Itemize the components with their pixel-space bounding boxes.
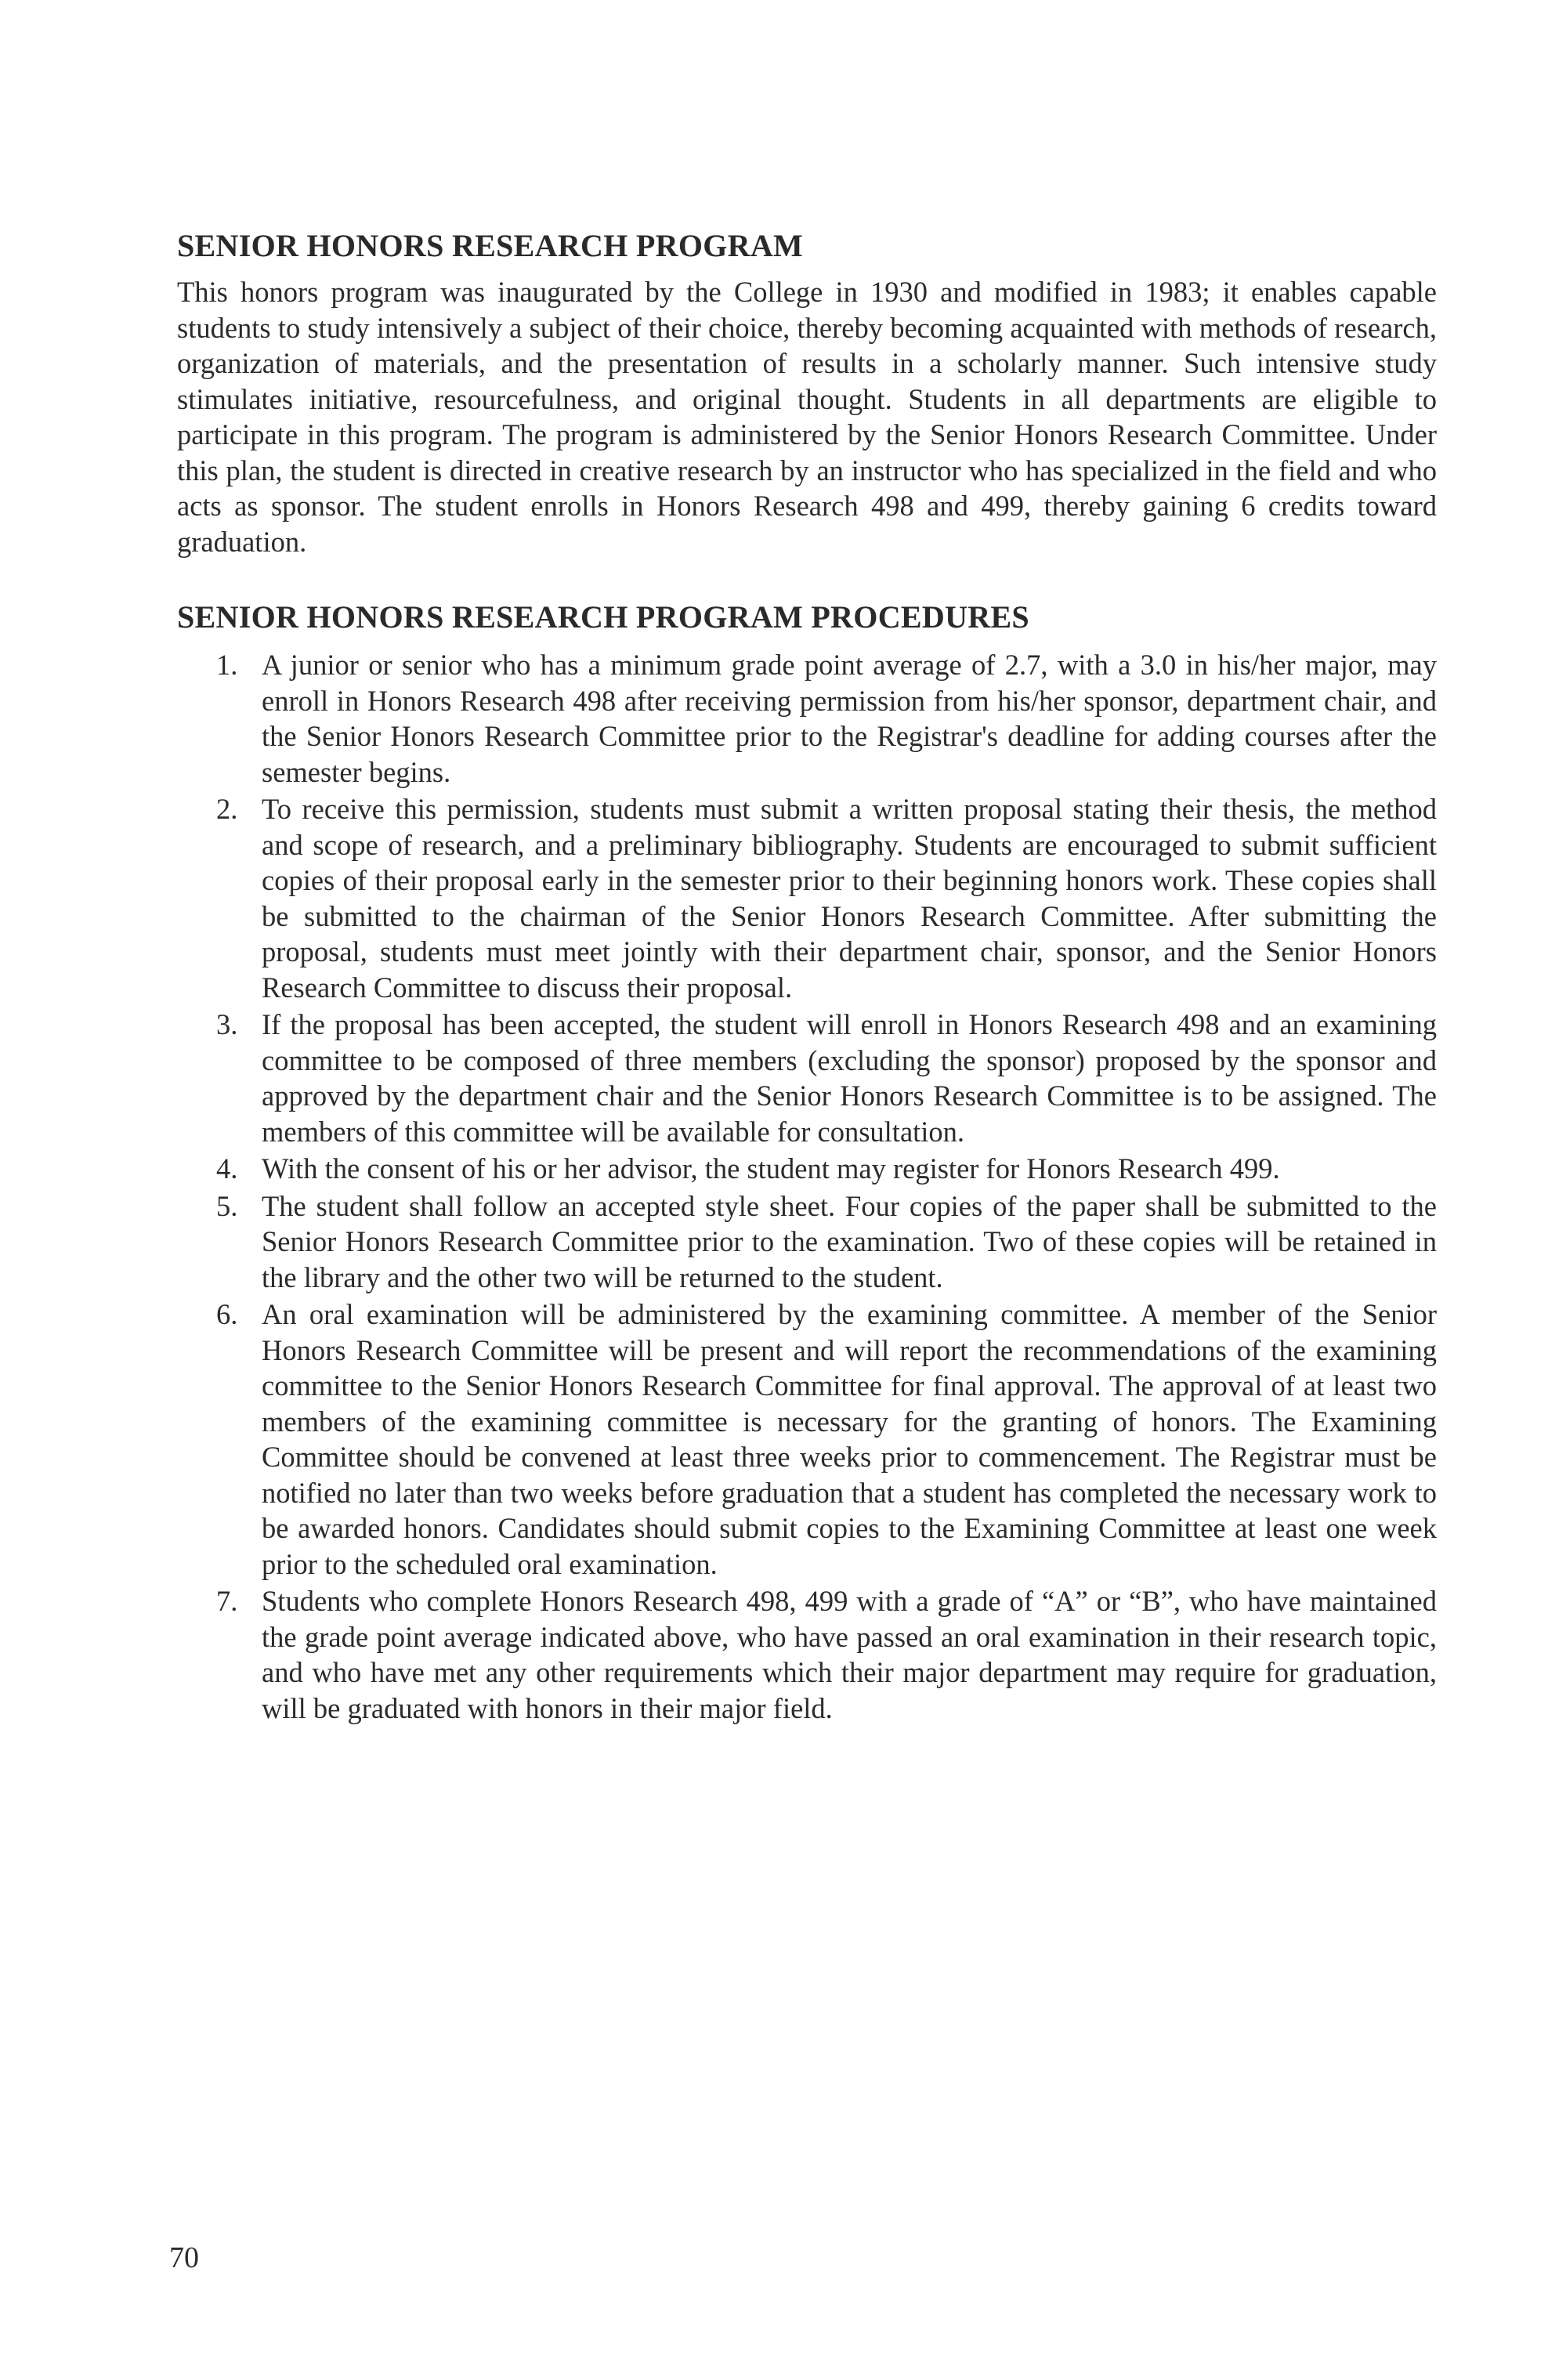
list-item [177, 1007, 1437, 1149]
list-item-number: 7. [216, 1585, 238, 1617]
list-item-number: 2. [216, 793, 238, 825]
list-item [177, 1297, 1437, 1582]
list-item-text: With the consent of his or her advisor, the student may register for Honors Research 499. [262, 1152, 1280, 1185]
text-block [177, 227, 1437, 1727]
list-item-number: 5. [216, 1189, 238, 1222]
list-item [177, 791, 1437, 1005]
list-item-text: Students who complete Honors Research 498, 499 with a grade of “A” or “B”, who have maintained the grade point average indicated above, who have passed an oral examination in their research topic, and who have met any other requirements which their major department may require for graduation, will be graduated with honors in their major field. [262, 1585, 1437, 1724]
list-item-number: 1. [216, 649, 238, 681]
list-item-text: The student shall follow an accepted style sheet. Four copies of the paper shall be submitted to the Senior Honors Research Committee prior to the examination. Two of these copies will be retained in the library and the other two will be returned to the student. [262, 1189, 1437, 1293]
list-item-text: A junior or senior who has a minimum grade point average of 2.7, with a 3.0 in his/her major, may enroll in Honors Research 498 after receiving permission from his/her sponsor, department chair, and the Senior Honors Research Committee prior to the Registrar's deadline for adding courses after the semester begins. [262, 649, 1437, 788]
section-title-program: SENIOR HONORS RESEARCH PROGRAM [177, 228, 804, 263]
procedures-list [177, 647, 1437, 1726]
list-item [177, 647, 1437, 790]
program-description: This honors program was inaugurated by the College in 1930 and modified in 1983; it enables capable students to study intensively a subject of their choice, thereby becoming acquainted with methods of research, organization of materials, and the presentation of results in a scholarly manner. Such intensive study stimulates initiative, resourcefulness, and original thought. Students in all departments are eligible to participate in this program. The program is administered by the Senior Honors Research Committee. Under this plan, the student is directed in creative research by an instructor who has specialized in the field and who acts as sponsor. The student enrolls in Honors Research 498 and 499, thereby gaining 6 credits toward graduation. [177, 276, 1437, 558]
list-item-number: 4. [216, 1152, 238, 1185]
page-number: 70 [169, 2241, 199, 2274]
list-item-number: 6. [216, 1298, 238, 1330]
list-item [177, 1188, 1437, 1296]
list-item-text: If the proposal has been accepted, the student will enroll in Honors Research 498 and an examining committee to be composed of three members (excluding the sponsor) proposed by the sponsor and approved by the department chair and the Senior Honors Research Committee is to be assigned. The members of this committee will be available for consultation. [262, 1008, 1437, 1148]
list-item [177, 1583, 1437, 1726]
list-item-text: An oral examination will be administered by the examining committee. A member of the Senior Honors Research Committee will be present and will report the recommendations of the examining committee to the Senior Honors Research Committee for final approval. The approval of at least two members of the examining committee is necessary for the granting of honors. The Examining Committee should be convened at least three weeks prior to commencement. The Registrar must be notified no later than two weeks before graduation that a student has completed the necessary work to be awarded honors. Candidates should submit copies to the Examining Committee at least one week prior to the scheduled oral examination. [262, 1298, 1437, 1580]
list-item [177, 1151, 1437, 1187]
list-item-number: 3. [216, 1008, 238, 1040]
list-item-text: To receive this permission, students must submit a written proposal stating their thesis, the method and scope of research, and a preliminary bibliography. Students are encouraged to submit sufficient copies of their proposal early in the semester prior to their beginning honors work. These copies shall be submitted to the chairman of the Senior Honors Research Committee. After submitting the proposal, students must meet jointly with their department chair, sponsor, and the Senior Honors Research Committee to discuss their proposal. [262, 793, 1437, 1004]
section-title-procedures: SENIOR HONORS RESEARCH PROGRAM PROCEDURES [177, 599, 1029, 635]
